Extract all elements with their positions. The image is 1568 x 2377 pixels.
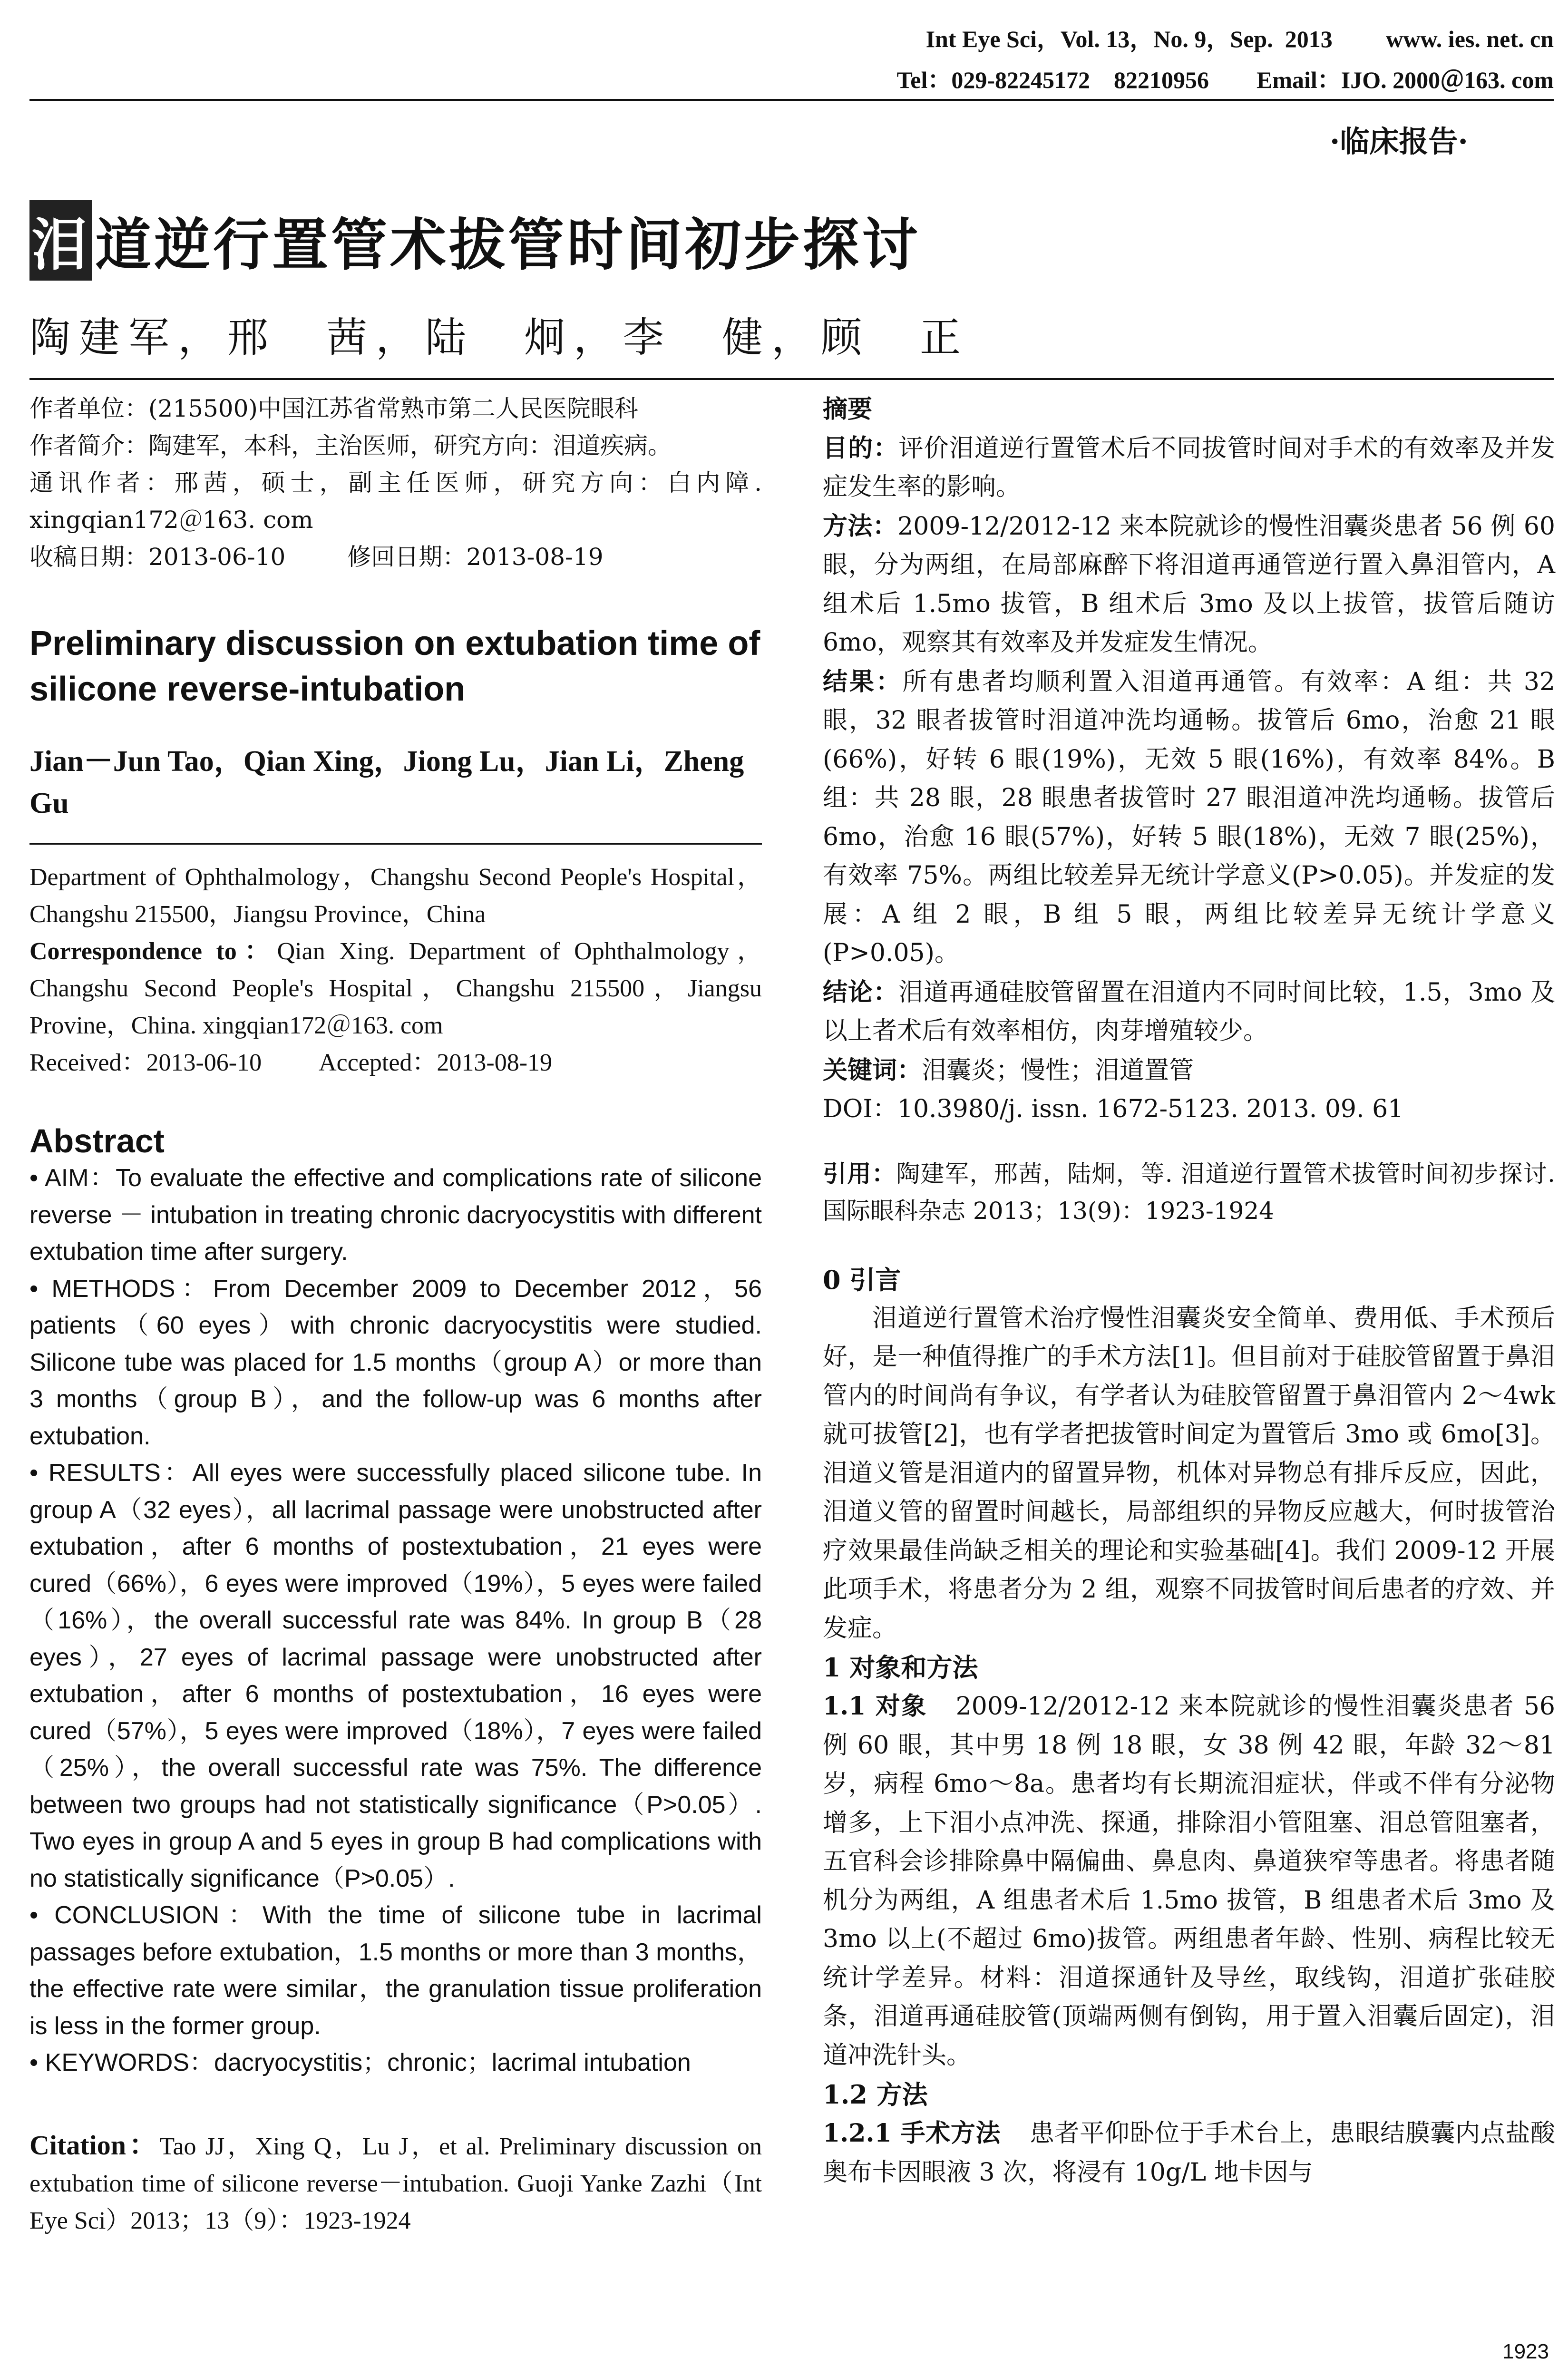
methods-cn-label: 方法： [823, 511, 898, 541]
keywords-cn-label: 关键词： [823, 1055, 922, 1085]
section-0-para: 泪道逆行置管术治疗慢性泪囊炎安全简单、费用低、手术预后好，是一种值得推广的手术方法[1]。但目前对于硅胶管留置于鼻泪管内的时间尚有争议，有学者认为硅胶管留置于鼻泪管内 2～4wk 就可拔管[2]，也有学者把拔管时间定为置管后 3mo 或 6mo[3]。泪道义管是泪道内的留置异物，机体对异物总有排斥反应，因此，泪道义管的留置时间越长，局部组织的异物反应越大，何时拔管治疗效果最佳尚缺乏相关的理论和实验基础[4]。我们 2009-12 开展此项手术，将患者分为 2 组，观察不同拔管时间后患者的疗效、并发症。 [823, 1304, 1555, 1643]
abstract-cn [823, 390, 1555, 1129]
doi: DOI：10.3980/j. issn. 1672-5123. 2013. 09. 61 [823, 1095, 1404, 1123]
corr-en-label: Correspondence to： [29, 938, 277, 965]
aim-cn-label: 目的： [823, 433, 899, 463]
dept-en: Department of Ophthalmology，Changshu Second People's Hospital，Changshu 215500，Jiangsu Province，China [29, 864, 762, 928]
section-1-2-1 [823, 2114, 1555, 2192]
corr-en [29, 933, 762, 1044]
page-number: 1923 [1502, 2340, 1549, 2363]
dates-en [29, 1044, 762, 1081]
section-1-2-1-label: 1.2.1 手术方法 [823, 2119, 1001, 2148]
article-title [29, 200, 921, 281]
right-column [823, 390, 1555, 2192]
citation-en [29, 2127, 762, 2240]
header-rule [29, 99, 1554, 101]
abstract-conclusion: • CONCLUSION：With the time of silicone tube in lacrimal passages before extubation，1.5 months or more than 3 months，the effective rate were similar，the granulation tissue proliferation is less in the former group. [29, 1901, 762, 2040]
keywords-cn [823, 1051, 1555, 1091]
citation-en-label: Citation： [29, 2129, 160, 2161]
conclusion-cn-text: 泪道再通硅胶管留置在泪道内不同时间比较，1.5，3mo 及以上者术后有效率相仿，肉芽增殖较少。 [823, 978, 1555, 1045]
title-first-char: 泪 [29, 200, 92, 281]
section-1-1-para: 2009-12/2012-12 来本院就诊的慢性泪囊炎患者 56 例 60 眼，其中男 18 例 18 眼，女 38 例 42 眼，年龄 32～81 岁，病程 6mo～8a。患者均有长期流泪症状，伴或不伴有分泌物增多，上下泪小点冲洗、探通，排除泪小管阻塞、泪总管阻塞者，五官科会诊排除鼻中隔偏曲、鼻息肉、鼻道狭窄等患者。将患者随机分为两组，A 组患者术后 1.5mo 拔管，B 组患者术后 3mo 及 3mo 以上(不超过 6mo)拔管。两组患者年龄、性别、病程比较无统计学差异。材料：泪道探通针及导丝，取线钩，泪道扩张硅胶条，泪道再通硅胶管(顶端两侧有倒钩，用于置入泪囊后固定)，泪道冲洗针头。 [823, 1692, 1555, 2070]
abstract-aim: • AIM：To evaluate the effective and complications rate of silicone reverse － intubation in treating chronic dacryocystitis with different extubation time after surgery. [29, 1164, 762, 1266]
section-0-heading: 0 引言 [823, 1264, 901, 1295]
abstract-methods: • METHODS：From December 2009 to December 2012，56 patients（60 eyes）with chronic dacryocystitis were studied. Silicone tube was placed for 1.5 months（group A）or more than 3 months（group B），and the follow-up was 6 months after extubation. [29, 1275, 762, 1450]
section-1-heading: 1 对象和方法 [823, 1652, 978, 1683]
english-authors: Jian－Jun Tao，Qian Xing，Jiong Lu，Jian Li，Zheng Gu [29, 745, 744, 819]
aim-cn [823, 429, 1555, 507]
english-title: Preliminary discussion on extubation time of silicone reverse-intubation [29, 624, 760, 708]
abstract-results: • RESULTS：All eyes were successfully placed silicone tube. In group A（32 eyes），all lacrimal passage were unobstructed after extubation，after 6 months of postextubation，21 eyes were cured（66%），6 eyes were improved（19%），5 eyes were failed（16%），the overall successful rate was 84%. In group B（28 eyes），27 eyes of lacrimal passage were unobstructed after extubation，after 6 months of postextubation，16 eyes were cured（57%），5 eyes were improved（18%），7 eyes were failed（25%），the overall successful rate was 75%. The difference between two groups had not statistically significance（P>0.05）. Two eyes in group A and 5 eyes in group B had complications with no statistically significance（P>0.05）. [29, 1459, 762, 1892]
title-rest: 道逆行置管术拔管时间初步探讨 [95, 212, 921, 278]
aim-cn-text: 评价泪道逆行置管术后不同拔管时间对手术的有效率及并发症发生率的影响。 [823, 434, 1555, 501]
abstract-keywords: • KEYWORDS：dacryocystitis；chronic；lacrimal intubation [29, 2049, 691, 2076]
abstract-heading-cn: 摘要 [823, 395, 873, 424]
authors-cn: 陶建军，邢 茜，陆 炯，李 健，顾 正 [29, 314, 969, 361]
results-cn [823, 662, 1555, 973]
journal-header-line2: Tel：029-82245172 82210956 Email：IJO. 2000＠163. com [896, 67, 1554, 93]
citation-cn-label: 引用： [823, 1159, 896, 1188]
section-1-1-label: 1.1 对象 [823, 1692, 927, 1721]
corr-line: 通讯作者：邢茜，硕士，副主任医师，研究方向：白内障. xingqian172＠163. com [29, 469, 762, 534]
citation-en-text: Tao JJ，Xing Q，Lu J，et al. Preliminary discussion on extubation time of silicone reverse－intubation. Guoji Yanke Zazhi（Int Eye Sci）2013；13（9）：1923-1924 [29, 2133, 762, 2234]
journal-header-line1: Int Eye Sci，Vol. 13，No. 9，Sep. 2013 www. ies. net. cn [925, 26, 1554, 52]
intro-line: 作者简介：陶建军，本科，主治医师，研究方向：泪道疾病。 [29, 432, 672, 459]
dates-cn [29, 538, 762, 575]
abstract-heading-en: Abstract [29, 1122, 165, 1159]
citation-cn-text: 陶建军，邢茜，陆炯，等. 泪道逆行置管术拔管时间初步探讨. 国际眼科杂志 2013；13(9)：1923-1924 [823, 1159, 1555, 1225]
revised-cn: 修回日期：2013-08-19 [347, 543, 604, 571]
methods-cn-text: 2009-12/2012-12 来本院就诊的慢性泪囊炎患者 56 例 60 眼，分为两组，在局部麻醉下将泪道再通管逆行置入鼻泪管内，A 组术后 1.5mo 拔管，B 组术后 3mo 及以上拔管，拔管后随访 6mo，观察其有效率及并发症发生情况。 [823, 512, 1555, 657]
section-1-2-1-para: 患者平仰卧位于手术台上，患眼结膜囊内点盐酸奥布卡因眼液 3 次，将浸有 10g/L 地卡因与 [823, 2119, 1555, 2187]
section-1-2-heading: 1.2 方法 [823, 2079, 928, 2110]
unit-line: 作者单位：(215500)中国江苏省常熟市第二人民医院眼科 [29, 395, 638, 422]
results-cn-label: 结果： [823, 667, 903, 696]
body-cn [823, 1260, 1555, 2192]
citation-cn [823, 1155, 1555, 1229]
affiliation-cn [29, 390, 762, 575]
conclusion-cn [823, 973, 1555, 1051]
section-tag: ·临床报告· [1329, 124, 1468, 159]
conclusion-cn-label: 结论： [823, 977, 899, 1007]
title-rule [29, 378, 1554, 380]
left-column [29, 390, 762, 2240]
accepted-en: Accepted：2013-08-19 [319, 1049, 553, 1076]
corr-en-text: Qian Xing. Department of Ophthalmology，Changshu Second People's Hospital，Changshu 215500，Jiangsu Provine，China. xingqian172＠163. com [29, 938, 762, 1039]
abstract-en-body [29, 1160, 762, 2082]
received-cn: 收稿日期：2013-06-10 [29, 543, 286, 571]
section-1-1 [823, 1687, 1555, 2075]
received-en: Received：2013-06-10 [29, 1049, 262, 1076]
methods-cn [823, 507, 1555, 662]
keywords-cn-text: 泪囊炎；慢性；泪道置管 [922, 1056, 1194, 1085]
results-cn-text: 所有患者均顺利置入泪道再通管。有效率：A 组：共 32 眼，32 眼者拔管时泪道冲洗均通畅。拔管后 6mo，治愈 21 眼(66%)，好转 6 眼(19%)，无效 5 眼(16%)，有效率 84%。B 组：共 28 眼，28 眼患者拔管时 27 眼泪道冲洗均通畅。拔管后 6mo，治愈 16 眼(57%)，好转 5 眼(18%)，无效 7 眼(25%)，有效率 75%。两组比较差异无统计学意义(P>0.05)。并发症的发展：A 组 2 眼，B 组 5 眼，两组比较差异无统计学意义(P>0.05)。 [823, 667, 1555, 967]
english-affiliation [29, 859, 762, 1081]
